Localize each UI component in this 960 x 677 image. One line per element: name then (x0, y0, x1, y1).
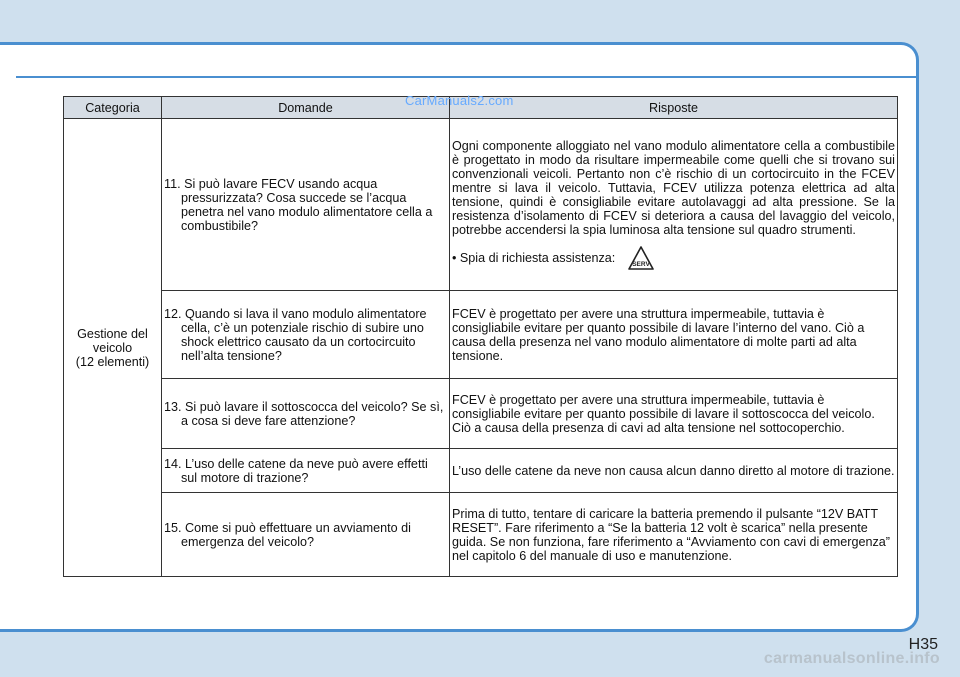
column-header-domande: Domande (162, 97, 450, 119)
answer-cell (450, 291, 898, 379)
top-rule (16, 76, 919, 78)
answer-cell (450, 119, 898, 291)
answer-cell (450, 379, 898, 449)
qa-table (63, 96, 898, 577)
answer-text: FCEV è progettato per avere una struttura impermeabile, tuttavia è consigliabile evitare per quanto possibile di lavare l’interno del vano. Ciò a causa della presenza nel vano modulo alimentatore di molte parti ad alta tensione. (452, 306, 865, 363)
answer-text: FCEV è progettato per avere una struttura impermeabile, tuttavia è consigliabile evitare per quanto possibile di lavare il sottoscocca del veicolo. Ciò a causa della presenza di cavi ad alta tensione nel sottocoperchio. (452, 392, 875, 435)
service-warning-icon-label: SERV (632, 260, 651, 268)
question-text: 13. Si può lavare il sottoscocca del veicolo? Se sì, a cosa si deve fare attenzione? (164, 399, 444, 428)
answer-cell (450, 493, 898, 577)
answer-text: Ogni componente alloggiato nel vano modulo alimentatore cella a combustibile è progettato in modo da risultare impermeabile come quelli che si trovano sui convenzionali veicoli. Pertanto non c’è rischio di un cortocircuito in the FCEV mentre si lava il veicolo. Tuttavia, FCEV utilizza potenza elettrica ad alta tensione, quindi è consigliabile evitare autolavaggi ad alta pressione. Se la resistenza d’isolamento di FCEV si deteriora a causa del lavaggio del veicolo, potrebbe accendersi la spia luminosa alta tensione sul quadro strumenti. (452, 138, 895, 237)
service-warning-icon (627, 245, 655, 271)
category-line: Gestione del (77, 326, 148, 341)
table-row (64, 493, 898, 577)
category-cell (64, 119, 162, 577)
answer-text: L’uso delle catene da neve non causa alcun danno diretto al motore di trazione. (452, 463, 895, 478)
watermark-bottom: carmanualsonline.info (763, 650, 940, 667)
table-row (64, 379, 898, 449)
question-text: 14. L’uso delle catene da neve può avere effetti sul motore di trazione? (164, 456, 428, 485)
question-text: 15. Come si può effettuare un avviamento di emergenza del veicolo? (164, 520, 411, 549)
answer-cell (450, 449, 898, 493)
column-header-categoria: Categoria (64, 97, 162, 119)
category-line: (12 elementi) (75, 354, 150, 369)
question-cell (162, 119, 450, 291)
service-note (450, 245, 897, 271)
table-row (64, 291, 898, 379)
service-note-text: • Spia di richiesta assistenza: (452, 250, 616, 265)
category-line: veicolo (92, 340, 133, 355)
question-text: 12. Quando si lava il vano modulo alimentatore cella, c’è un potenziale rischio di subire uno shock elettrico causato da un cortocircuito nell’alta tensione? (164, 306, 427, 363)
question-cell (162, 493, 450, 577)
watermark-top: CarManuals2.com (405, 93, 514, 108)
table-row (64, 119, 898, 291)
answer-text: Prima di tutto, tentare di caricare la batteria premendo il pulsante “12V BATT RESET”. Fare riferimento a “Se la batteria 12 volt è scarica” nella presente guida. Se non funziona, fare riferimento a “Avviamento con cavi di emergenza” nel capitolo 6 del manuale di uso e manutenzione. (452, 506, 890, 563)
column-header-risposte: Risposte (450, 97, 898, 119)
question-text: 11. Si può lavare FECV usando acqua pressurizzata? Cosa succede se l’acqua penetra nel vano modulo alimentatore cella a combustibile? (164, 176, 433, 233)
question-cell (162, 449, 450, 493)
question-cell (162, 379, 450, 449)
page-number: H35 (908, 636, 938, 653)
question-cell (162, 291, 450, 379)
table-row (64, 449, 898, 493)
